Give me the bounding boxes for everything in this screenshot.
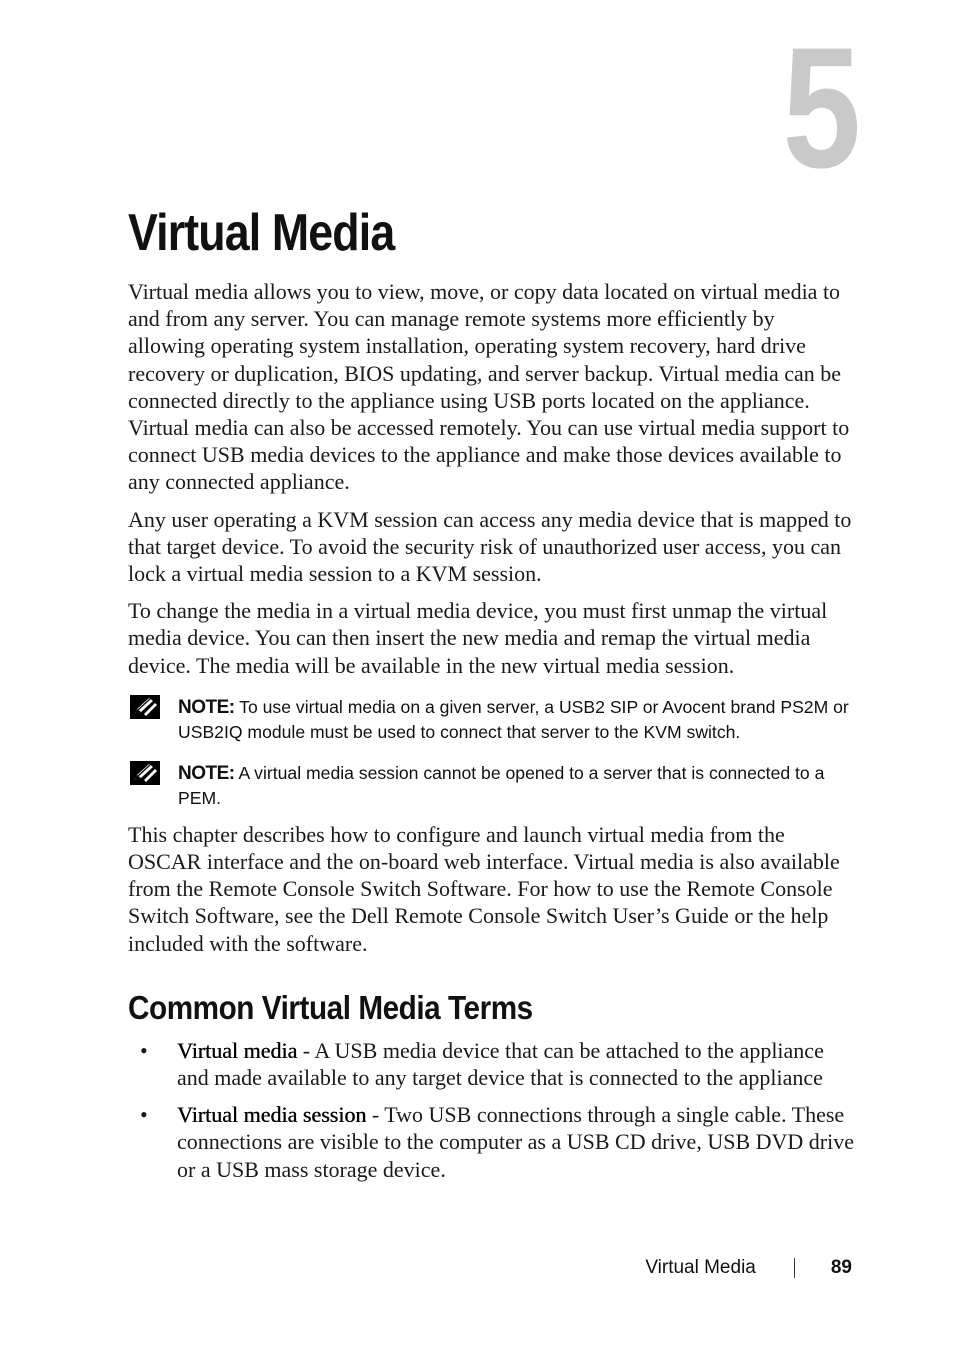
main-content	[128, 278, 854, 1193]
note-text: A virtual media session cannot be opened to a server that is connected to a PEM.	[178, 762, 825, 808]
section-title: Common Virtual Media Terms	[128, 988, 533, 1026]
chapter-number: 5	[782, 12, 858, 204]
page-number: 89	[830, 1257, 852, 1278]
terms-list	[128, 1037, 854, 1183]
paragraph-change-media: To change the media in a virtual media device, you must first unmap the virtual media device. You can then insert the new media and remap the virtual media device. The media will be available in the new virtual media session.	[128, 598, 828, 678]
pencil-note-icon	[130, 695, 160, 719]
paragraph-intro: Virtual media allows you to view, move, or copy data located on virtual media to and from any server. You can manage remote systems more efficiently by allowing operating system installation, operating system recovery, hard drive recovery or duplication, BIOS updating, and server backup. Virtual media can be connected directly to the appliance using USB ports located on the appliance. Virtual media can also be accessed remotely. You can use virtual media support to connect USB media devices to the appliance and make those devices available to any connected appliance.	[128, 279, 850, 495]
page-title: Virtual Media	[128, 204, 395, 262]
term-definition: - Two USB connections through a single cable. These connections are visible to the computer as a USB CD drive, USB DVD drive or a USB mass storage device.	[177, 1102, 854, 1182]
note-usb2-module	[128, 695, 854, 745]
note-pem	[128, 761, 854, 811]
note-label: NOTE:	[178, 696, 235, 718]
list-item	[128, 1037, 854, 1091]
footer-section-name: Virtual Media	[645, 1257, 756, 1278]
page-footer	[645, 1256, 852, 1280]
term-definition: - A USB media device that can be attached to the appliance and made available to any target device that is connected to the appliance	[177, 1037, 824, 1091]
paragraph-chapter-description: This chapter describes how to configure and launch virtual media from the OSCAR interface and the on-board web interface. Virtual media is also available from the Remote Console Switch Software. For how to use the Remote Console Switch Software, see the Dell Remote Console Switch User’s Guide or the help included with the software.	[128, 821, 840, 956]
note-label: NOTE:	[178, 762, 235, 784]
term-name: Virtual media	[177, 1037, 298, 1063]
bullet: •	[140, 1102, 148, 1128]
paragraph-security: Any user operating a KVM session can access any media device that is mapped to that target device. To avoid the security risk of unauthorized user access, you can lock a virtual media session to a KVM session.	[128, 506, 852, 587]
term-name: Virtual media session	[177, 1102, 367, 1128]
pencil-note-icon	[130, 761, 160, 785]
footer-divider	[794, 1258, 795, 1278]
list-item	[128, 1101, 854, 1183]
note-text: To use virtual media on a given server, a USB2 SIP or Avocent brand PS2M or USB2IQ module must be used to connect that server to the KVM switch.	[178, 696, 849, 742]
bullet: •	[140, 1037, 148, 1063]
